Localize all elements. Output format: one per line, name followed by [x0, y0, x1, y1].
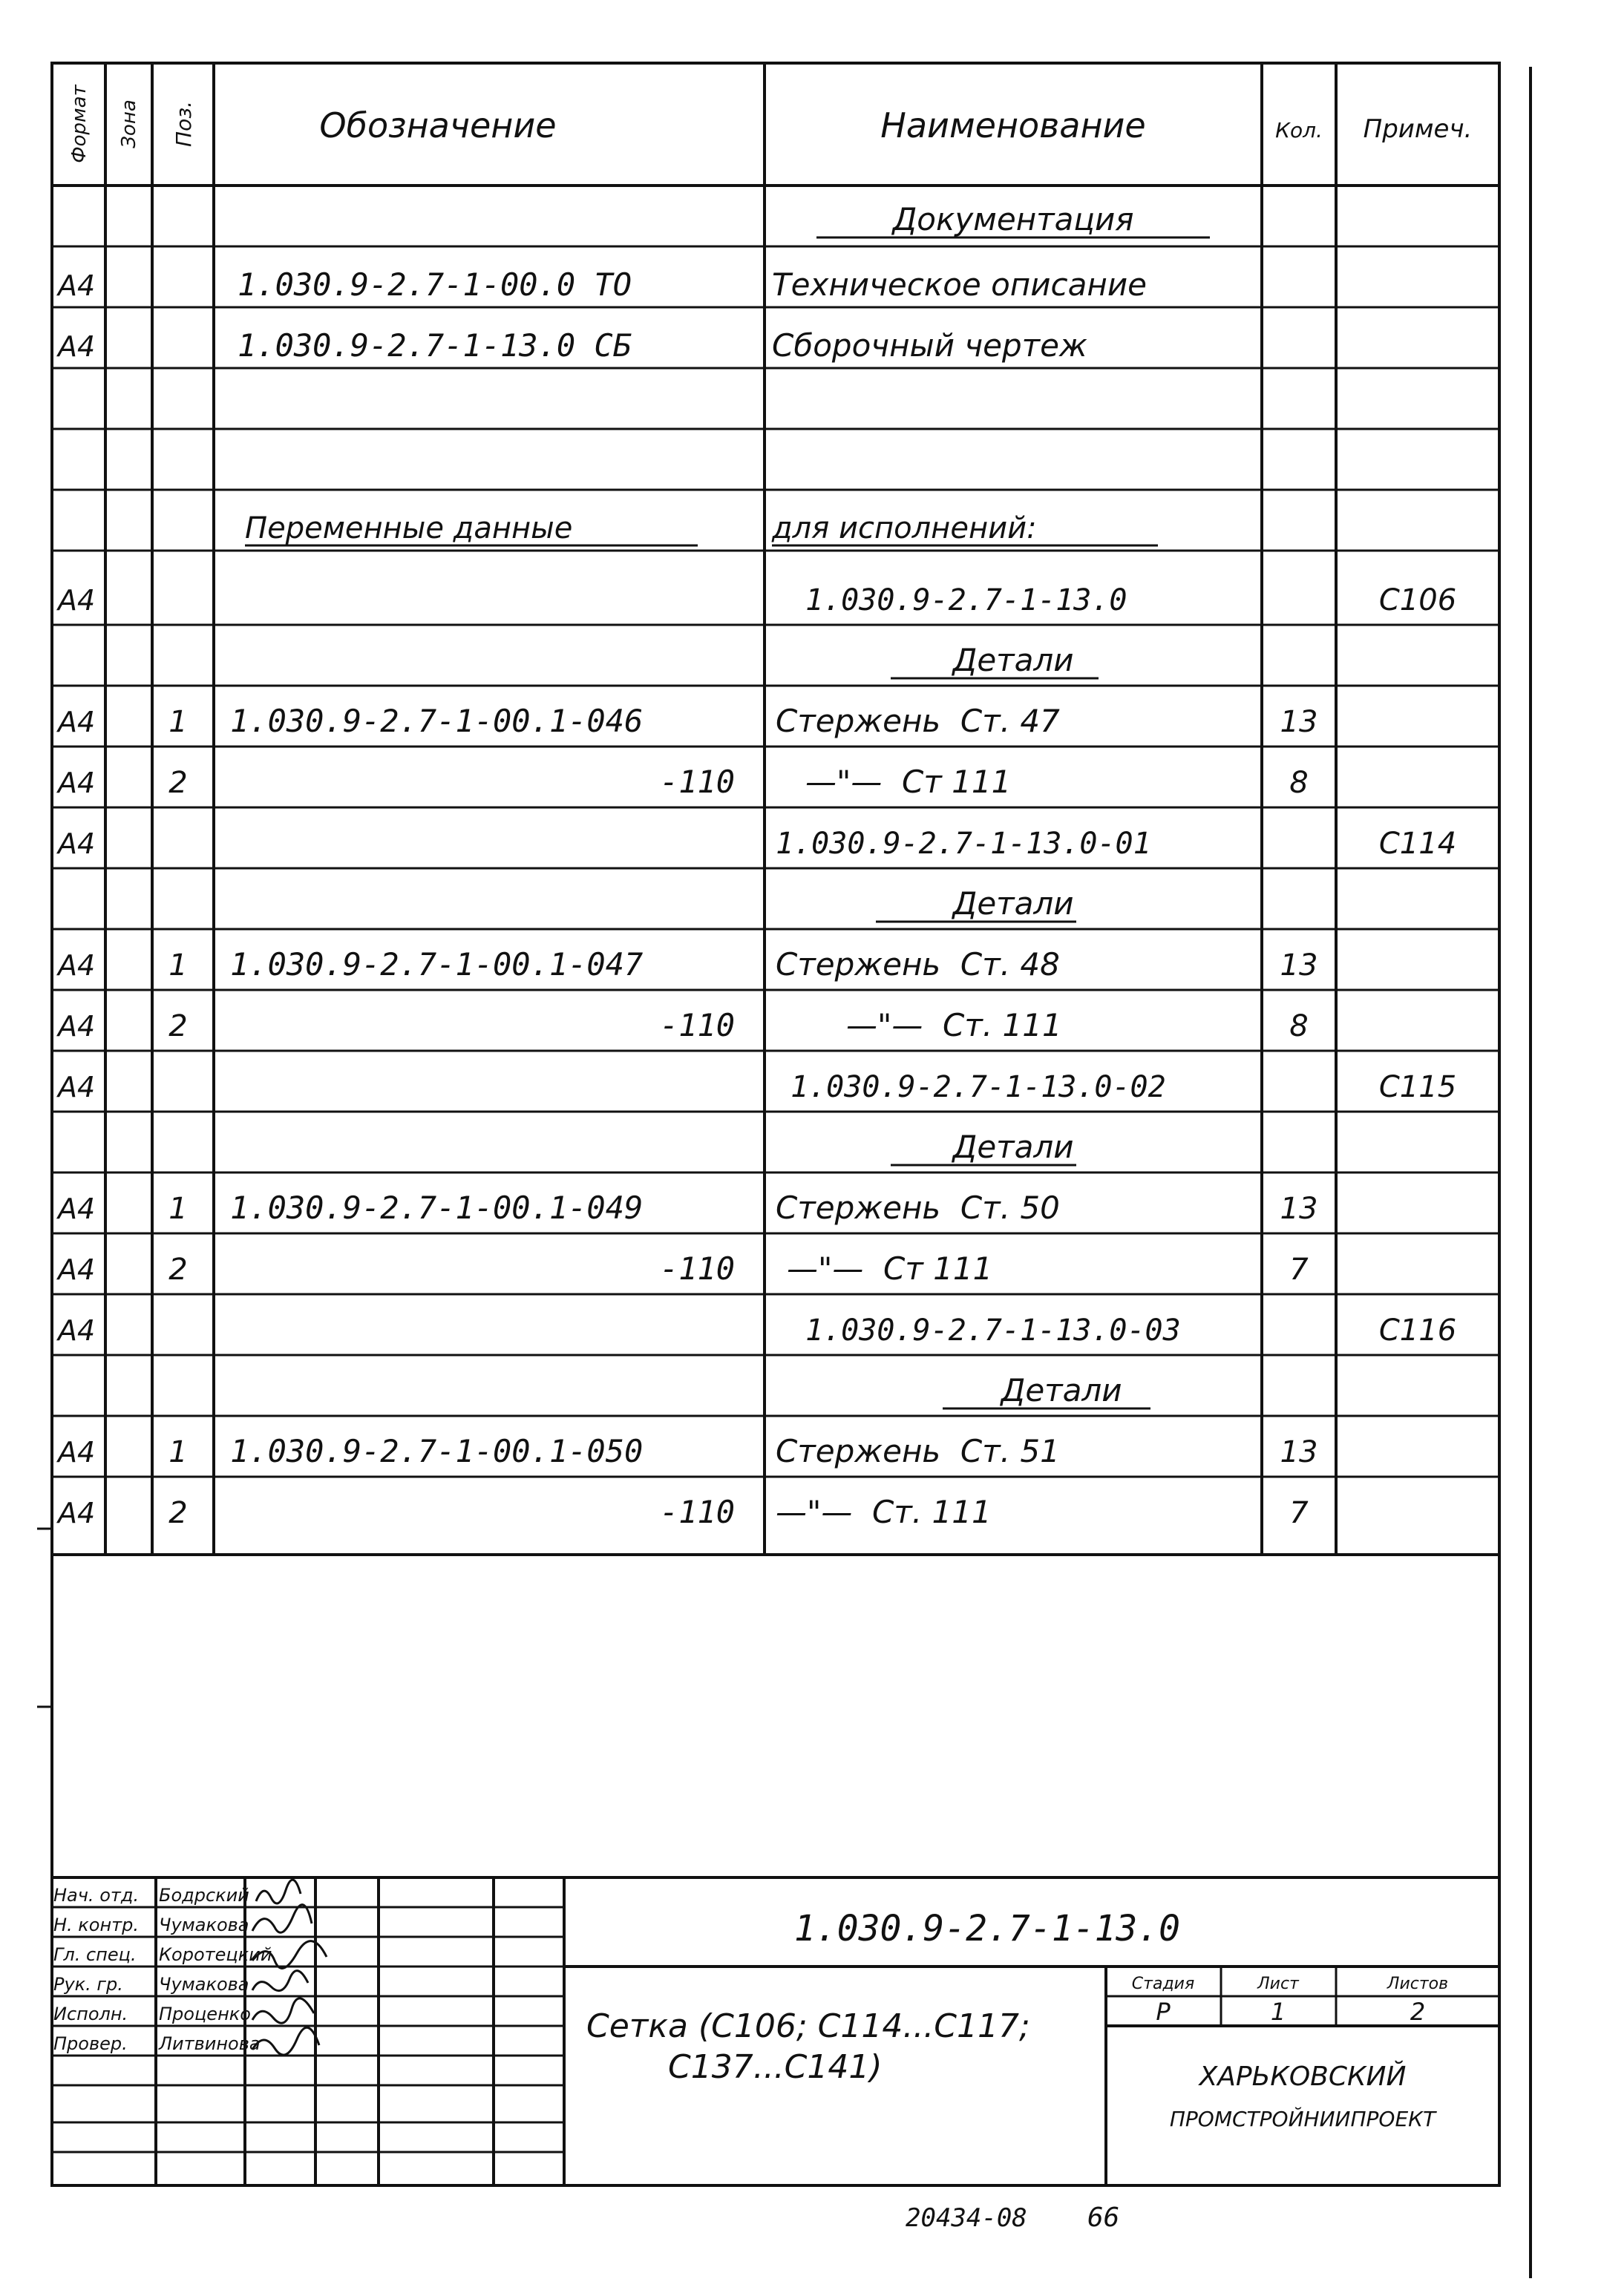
- row-qty: 13: [1280, 1192, 1318, 1226]
- document-title-line1: Сетка (С106; С114...С117;: [586, 2007, 1030, 2045]
- row-qty: 13: [1280, 705, 1318, 739]
- role-label: Провер.: [53, 2033, 128, 2054]
- person-name: Литвинова: [159, 2033, 261, 2054]
- row-designation: 1.030.9-2.7-1-00.1-050: [230, 1433, 644, 1469]
- row-designation: 1.030.9-2.7-1-13.0 СБ: [238, 327, 632, 364]
- table-row: [56, 1190, 1317, 1226]
- row-format: А4: [58, 949, 96, 982]
- stage-label: Стадия: [1131, 1975, 1195, 1993]
- row-format: А4: [58, 269, 96, 302]
- row-designation: -110: [659, 1007, 735, 1043]
- variant-name: 1.030.9-2.7-1-13.0-03: [805, 1313, 1181, 1348]
- role-label: Нач. отд.: [53, 1885, 140, 1906]
- row-designation: 1.030.9-2.7-1-00.1-047: [230, 946, 644, 983]
- row-format: А4: [58, 1010, 96, 1043]
- row-pos: 2: [168, 1496, 188, 1530]
- person-name: Коротецкий: [159, 1944, 272, 1965]
- variant-block: [56, 1070, 1456, 1287]
- row-qty: 13: [1280, 1435, 1318, 1469]
- sheets-label: Листов: [1387, 1975, 1449, 1993]
- table-row: [56, 764, 1309, 800]
- document-number: 1.030.9-2.7-1-13.0: [793, 1908, 1181, 1949]
- row-pos: 2: [168, 1253, 188, 1287]
- variant-parts-heading: Детали: [952, 1129, 1074, 1165]
- variant-note: С116: [1378, 1313, 1457, 1348]
- row-format: А4: [58, 1497, 96, 1529]
- variant-note: С106: [1378, 583, 1457, 617]
- footer: [906, 2202, 1119, 2233]
- row-name: Стержень Ст. 48: [776, 946, 1060, 983]
- row-name: Сборочный чертеж: [772, 327, 1087, 364]
- table-row: [56, 1007, 1309, 1043]
- table-row: [56, 1494, 1309, 1530]
- table-row: [56, 266, 1147, 303]
- header-pos: Поз.: [171, 101, 196, 147]
- section-documentation: Документация: [892, 201, 1134, 237]
- variant-format: А4: [58, 1314, 96, 1347]
- title-block: [52, 1877, 1499, 2185]
- table-row: [56, 703, 1317, 739]
- stage-value: Р: [1156, 1998, 1171, 2026]
- section-for-variants: для исполнений:: [772, 511, 1037, 545]
- role-label: Н. контр.: [53, 1915, 140, 1935]
- row-designation: 1.030.9-2.7-1-00.0 ТО: [238, 266, 632, 303]
- row-name: Стержень Ст. 47: [776, 703, 1060, 739]
- row-designation: -110: [659, 1494, 735, 1530]
- row-format: А4: [58, 706, 96, 738]
- row-name: Стержень Ст. 50: [776, 1190, 1060, 1226]
- document-title-line2: С137...С141): [668, 2048, 883, 2086]
- sheet-value: 1: [1270, 1998, 1286, 2026]
- organization-line1: ХАРЬКОВСКИЙ: [1199, 2062, 1407, 2092]
- row-name: —"— Ст. 111: [776, 1494, 992, 1530]
- header-name: Наименование: [880, 105, 1146, 145]
- row-qty: 8: [1289, 1009, 1309, 1043]
- header-qty: Кол.: [1275, 118, 1323, 142]
- row-name: Техническое описание: [772, 266, 1147, 303]
- variant-format: А4: [58, 827, 96, 860]
- page-number: 66: [1087, 2202, 1120, 2233]
- sheet-label: Лист: [1257, 1975, 1299, 1993]
- row-name: —"— Ст 111: [787, 1250, 993, 1287]
- table-row: [56, 1433, 1317, 1469]
- row-format: А4: [58, 1436, 96, 1469]
- row-name: Стержень Ст. 51: [776, 1433, 1060, 1469]
- variant-parts-heading: Детали: [952, 885, 1074, 922]
- person-name: Чумакова: [159, 1915, 249, 1935]
- row-name: —"— Ст. 111: [846, 1007, 1062, 1043]
- role-label: Исполн.: [53, 2004, 128, 2024]
- variant-format: А4: [58, 584, 96, 617]
- row-pos: 1: [168, 1192, 188, 1226]
- row-pos: 1: [168, 705, 188, 739]
- variant-note: С115: [1378, 1070, 1457, 1104]
- row-format: А4: [58, 767, 96, 799]
- variant-block: [56, 583, 1456, 800]
- row-pos: 1: [168, 948, 188, 983]
- row-designation: 1.030.9-2.7-1-00.1-049: [230, 1190, 644, 1226]
- variant-name: 1.030.9-2.7-1-13.0-02: [790, 1070, 1166, 1104]
- row-pos: 2: [168, 766, 188, 800]
- row-qty: 7: [1289, 1496, 1309, 1530]
- row-name: —"— Ст 111: [805, 764, 1012, 800]
- archive-code: 20434-08: [906, 2203, 1027, 2233]
- row-designation: -110: [659, 1250, 735, 1287]
- role-label: Рук. гр.: [53, 1974, 123, 1995]
- row-pos: 1: [168, 1435, 188, 1469]
- variant-parts-heading: Детали: [1001, 1372, 1122, 1408]
- variant-parts-heading: Детали: [952, 642, 1074, 678]
- variant-name: 1.030.9-2.7-1-13.0: [805, 583, 1127, 617]
- documentation-section: [56, 201, 1210, 545]
- role-label: Гл. спец.: [53, 1944, 137, 1965]
- row-designation: -110: [659, 764, 735, 800]
- row-qty: 7: [1289, 1253, 1309, 1287]
- row-qty: 13: [1280, 948, 1318, 983]
- variant-block: [56, 827, 1456, 1043]
- row-format: А4: [58, 1253, 96, 1286]
- table-row: [56, 1250, 1309, 1287]
- header-designation: Обозначение: [319, 105, 557, 145]
- row-designation: 1.030.9-2.7-1-00.1-046: [230, 703, 644, 739]
- header-zone: Зона: [118, 99, 140, 148]
- variant-name: 1.030.9-2.7-1-13.0-01: [776, 827, 1151, 861]
- row-format: А4: [58, 1193, 96, 1225]
- person-name: Бодрский: [159, 1885, 249, 1906]
- variant-block: [56, 1313, 1456, 1530]
- table-row: [56, 327, 1087, 364]
- row-pos: 2: [168, 1009, 188, 1043]
- table-row: [56, 946, 1317, 983]
- sheets-value: 2: [1410, 1998, 1426, 2026]
- person-name: Проценко: [159, 2004, 251, 2024]
- row-qty: 8: [1289, 766, 1309, 800]
- variant-format: А4: [58, 1071, 96, 1103]
- person-name: Чумакова: [159, 1974, 249, 1995]
- header-note: Примеч.: [1363, 114, 1473, 144]
- row-format: А4: [58, 330, 96, 363]
- header-format: Формат: [68, 85, 91, 163]
- variant-note: С114: [1378, 827, 1457, 861]
- section-variable-data: Переменные данные: [245, 511, 573, 545]
- organization-line2: ПРОМСТРОЙНИИПРОЕКТ: [1169, 2107, 1436, 2131]
